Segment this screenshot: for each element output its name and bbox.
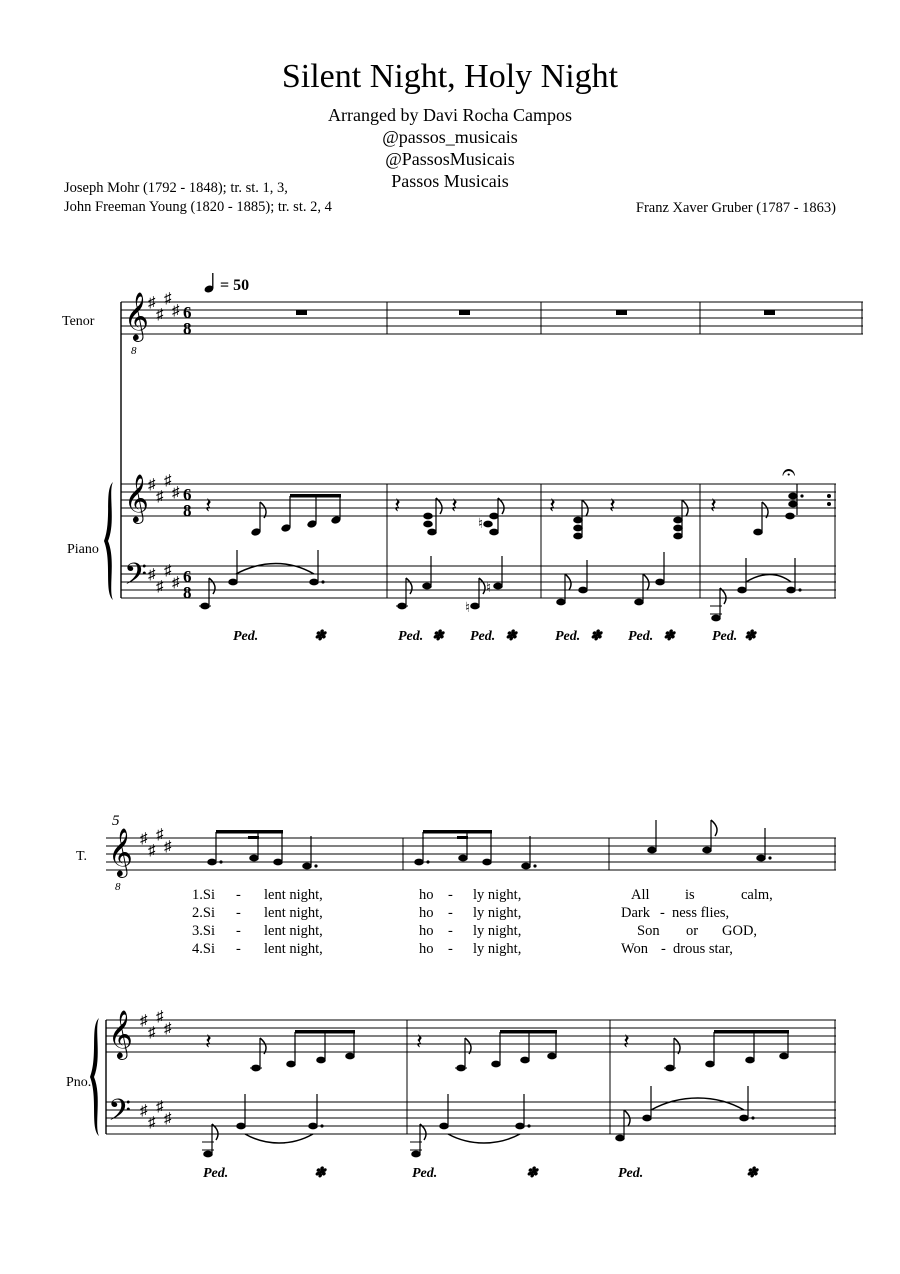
- treble-clef-icon: 𝄞: [124, 476, 149, 522]
- lyric-syllable: Son: [637, 923, 660, 939]
- svg-text:♯: ♯: [140, 831, 148, 847]
- quarter-rest-icon: 𝄽: [451, 493, 458, 518]
- system-2: [66, 813, 836, 1181]
- tenor-measure-6: [414, 830, 536, 869]
- svg-text:♯: ♯: [156, 579, 164, 595]
- lyric-hyphen: -: [236, 941, 241, 957]
- lyric-syllable: ly night,: [473, 887, 522, 903]
- lyric-syllable: ho: [419, 905, 434, 921]
- lyric-syllable: is: [685, 887, 695, 903]
- whole-rests: [296, 310, 775, 315]
- time-sig-bottom: 8: [183, 501, 192, 520]
- lyrics-verse-3: [192, 923, 757, 939]
- piano-treble-staff-lines: [121, 484, 836, 516]
- lyric-syllable: lent night,: [264, 905, 323, 921]
- lyric-syllable: ho: [419, 887, 434, 903]
- lyric-syllable: All: [631, 887, 650, 903]
- lyric-hyphen: -: [448, 941, 453, 957]
- svg-text:♯: ♯: [140, 1103, 148, 1119]
- svg-text:♯: ♯: [148, 1115, 156, 1131]
- natural-icon: ♮: [465, 601, 471, 616]
- arranger-credit: Arranged by Davi Rocha Campos: [328, 105, 572, 125]
- piano-bass-measure-7: [615, 1086, 754, 1141]
- lyric-syllable: Won: [621, 941, 649, 957]
- treble-clef-icon: 𝄞: [124, 294, 149, 340]
- lyric-hyphen: -: [448, 887, 453, 903]
- tenor-staff-label: T.: [76, 849, 88, 864]
- lyrics-verse-4: [192, 941, 733, 957]
- piano-treble-measure-4: [710, 460, 804, 535]
- lyric-syllable: 4.Si: [192, 941, 215, 957]
- tenor-octave-mark: 8: [115, 881, 121, 893]
- lyric-syllable: Dark: [621, 905, 650, 921]
- tenor-measure-7: [647, 820, 771, 861]
- lyric-hyphen: -: [236, 887, 241, 903]
- svg-text:♯: ♯: [156, 827, 164, 843]
- svg-text:♯: ♯: [164, 839, 172, 855]
- lyrics: [192, 887, 773, 957]
- treble-clef-icon: 𝄞: [108, 830, 133, 876]
- time-sig-top: 6: [183, 485, 192, 504]
- measure-number: 5: [112, 813, 120, 829]
- poet-credit-line-2: John Freeman Young (1820 - 1885); tr. st. 2, 4: [64, 199, 332, 215]
- tenor-octave-mark: 8: [131, 345, 137, 357]
- svg-text:♯: ♯: [156, 307, 164, 323]
- lyric-syllable: lent night,: [264, 941, 323, 957]
- piano-treble-measure-6: [416, 1029, 557, 1071]
- pedal-mark: Ped.: [470, 629, 496, 644]
- svg-text:♯: ♯: [172, 303, 180, 319]
- pedal-mark: Ped.: [412, 1166, 438, 1181]
- pedal-release-icon: ✽: [590, 629, 602, 644]
- social-handle-2: @PassosMusicais: [385, 149, 515, 169]
- lyric-syllable: GOD,: [722, 923, 758, 939]
- pedal-mark: Ped.: [233, 629, 259, 644]
- lyric-hyphen: -: [661, 941, 666, 957]
- social-handle-1: @passos_musicais: [382, 127, 518, 147]
- svg-text:♯: ♯: [156, 1099, 164, 1115]
- tempo-marking: [204, 273, 250, 294]
- svg-text:♯: ♯: [172, 485, 180, 501]
- svg-text:♯: ♯: [164, 1021, 172, 1037]
- lyric-syllable: ness flies,: [672, 905, 730, 921]
- quarter-rest-icon: 𝄽: [205, 1029, 212, 1054]
- piano-bass-measure-2: [396, 556, 503, 616]
- svg-text:♯: ♯: [148, 1025, 156, 1041]
- pedal-release-icon: ✽: [744, 629, 756, 644]
- time-sig-bottom: 8: [183, 583, 192, 602]
- composer-credit: Franz Xaver Gruber (1787 - 1863): [635, 200, 836, 216]
- quarter-rest-icon: 𝄽: [549, 493, 556, 518]
- lyric-syllable: or: [686, 923, 699, 939]
- svg-text:♯: ♯: [148, 843, 156, 859]
- system-1: [62, 273, 863, 644]
- pedal-mark: Ped.: [203, 1166, 229, 1181]
- lyric-syllable: ly night,: [473, 923, 522, 939]
- lyric-syllable: ly night,: [473, 905, 522, 921]
- svg-text:♯: ♯: [172, 575, 180, 591]
- svg-text:♯: ♯: [156, 489, 164, 505]
- svg-text:♯: ♯: [164, 291, 172, 307]
- quarter-rest-icon: 𝄽: [609, 493, 616, 518]
- quarter-rest-icon: 𝄽: [416, 1029, 423, 1054]
- lyric-hyphen: -: [236, 905, 241, 921]
- pedal-release-icon: ✽: [663, 629, 675, 644]
- tenor-staff-label: Tenor: [62, 314, 95, 329]
- tenor-staff-lines: [121, 302, 863, 334]
- svg-text:♯: ♯: [140, 1013, 148, 1029]
- piano-staff-label: Piano: [67, 542, 99, 557]
- bass-clef-icon: 𝄢: [124, 558, 148, 598]
- poet-credit-line-1: Joseph Mohr (1792 - 1848); tr. st. 1, 3,: [64, 180, 288, 196]
- piano-treble-measure-7: [623, 1029, 789, 1071]
- natural-icon: ♮: [486, 581, 492, 596]
- pedal-mark: Ped.: [712, 629, 738, 644]
- piano-bass-staff-lines: [106, 1102, 836, 1134]
- bass-clef-icon: 𝄢: [108, 1094, 132, 1134]
- quarter-rest-icon: 𝄽: [623, 1029, 630, 1054]
- lyric-syllable: 2.Si: [192, 905, 215, 921]
- brand-name: Passos Musicais: [391, 171, 509, 191]
- pedal-release-icon: ✽: [746, 1166, 758, 1181]
- time-signatures: [183, 303, 192, 602]
- natural-icon: ♮: [478, 517, 484, 532]
- lyric-hyphen: -: [660, 905, 665, 921]
- svg-text:♯: ♯: [148, 295, 156, 311]
- svg-text:♯: ♯: [148, 477, 156, 493]
- lyrics-verse-2: [192, 905, 729, 921]
- pedal-release-icon: ✽: [314, 1166, 326, 1181]
- svg-text:♯: ♯: [148, 567, 156, 583]
- svg-text:♯: ♯: [164, 1111, 172, 1127]
- pedal-release-icon: ✽: [432, 629, 444, 644]
- piano-treble-measure-2: [394, 493, 504, 535]
- score-title: Silent Night, Holy Night: [281, 58, 619, 95]
- lyric-syllable: ho: [419, 923, 434, 939]
- time-sig-top: 6: [183, 303, 192, 322]
- lyric-syllable: drous star,: [673, 941, 733, 957]
- piano-treble-measure-5: [205, 1029, 355, 1071]
- lyric-syllable: lent night,: [264, 923, 323, 939]
- quarter-rest-icon: 𝄽: [205, 493, 212, 518]
- piano-bass-measure-3: [556, 552, 665, 605]
- lyric-hyphen: -: [448, 905, 453, 921]
- time-sig-top: 6: [183, 567, 192, 586]
- svg-text:♯: ♯: [156, 1009, 164, 1025]
- lyric-syllable: calm,: [741, 887, 773, 903]
- lyric-syllable: ho: [419, 941, 434, 957]
- pedal-mark: Ped.: [555, 629, 581, 644]
- lyric-syllable: ly night,: [473, 941, 522, 957]
- lyric-hyphen: -: [448, 923, 453, 939]
- time-sig-bottom: 8: [183, 319, 192, 338]
- pedal-mark: Ped.: [398, 629, 424, 644]
- quarter-rest-icon: 𝄽: [394, 493, 401, 518]
- pedal-release-icon: ✽: [526, 1166, 538, 1181]
- pedal-marks-system-1: [233, 629, 757, 644]
- piano-brace: [90, 1018, 99, 1136]
- pedal-release-icon: ✽: [314, 629, 326, 644]
- pedal-mark: Ped.: [628, 629, 654, 644]
- pedal-release-icon: ✽: [505, 629, 517, 644]
- piano-barlines: [407, 1020, 835, 1134]
- fermata-icon: 𝄐: [782, 460, 796, 486]
- treble-clef-icon: 𝄞: [108, 1012, 133, 1058]
- quarter-rest-icon: 𝄽: [710, 493, 717, 518]
- lyric-syllable: 3.Si: [192, 923, 215, 939]
- svg-text:♯: ♯: [164, 563, 172, 579]
- piano-bass-measure-1: [199, 550, 325, 609]
- lyrics-verse-1: [192, 887, 773, 903]
- piano-brace: [104, 482, 113, 600]
- piano-staff-label: Pno.: [66, 1075, 92, 1090]
- tenor-measure-5: [207, 830, 317, 869]
- lyric-syllable: 1.Si: [192, 887, 215, 903]
- tempo-value: = 50: [220, 277, 250, 294]
- pedal-mark: Ped.: [618, 1166, 644, 1181]
- lyric-syllable: lent night,: [264, 887, 323, 903]
- pedal-marks-system-2: [203, 1166, 759, 1181]
- lyric-hyphen: -: [236, 923, 241, 939]
- svg-text:♯: ♯: [164, 473, 172, 489]
